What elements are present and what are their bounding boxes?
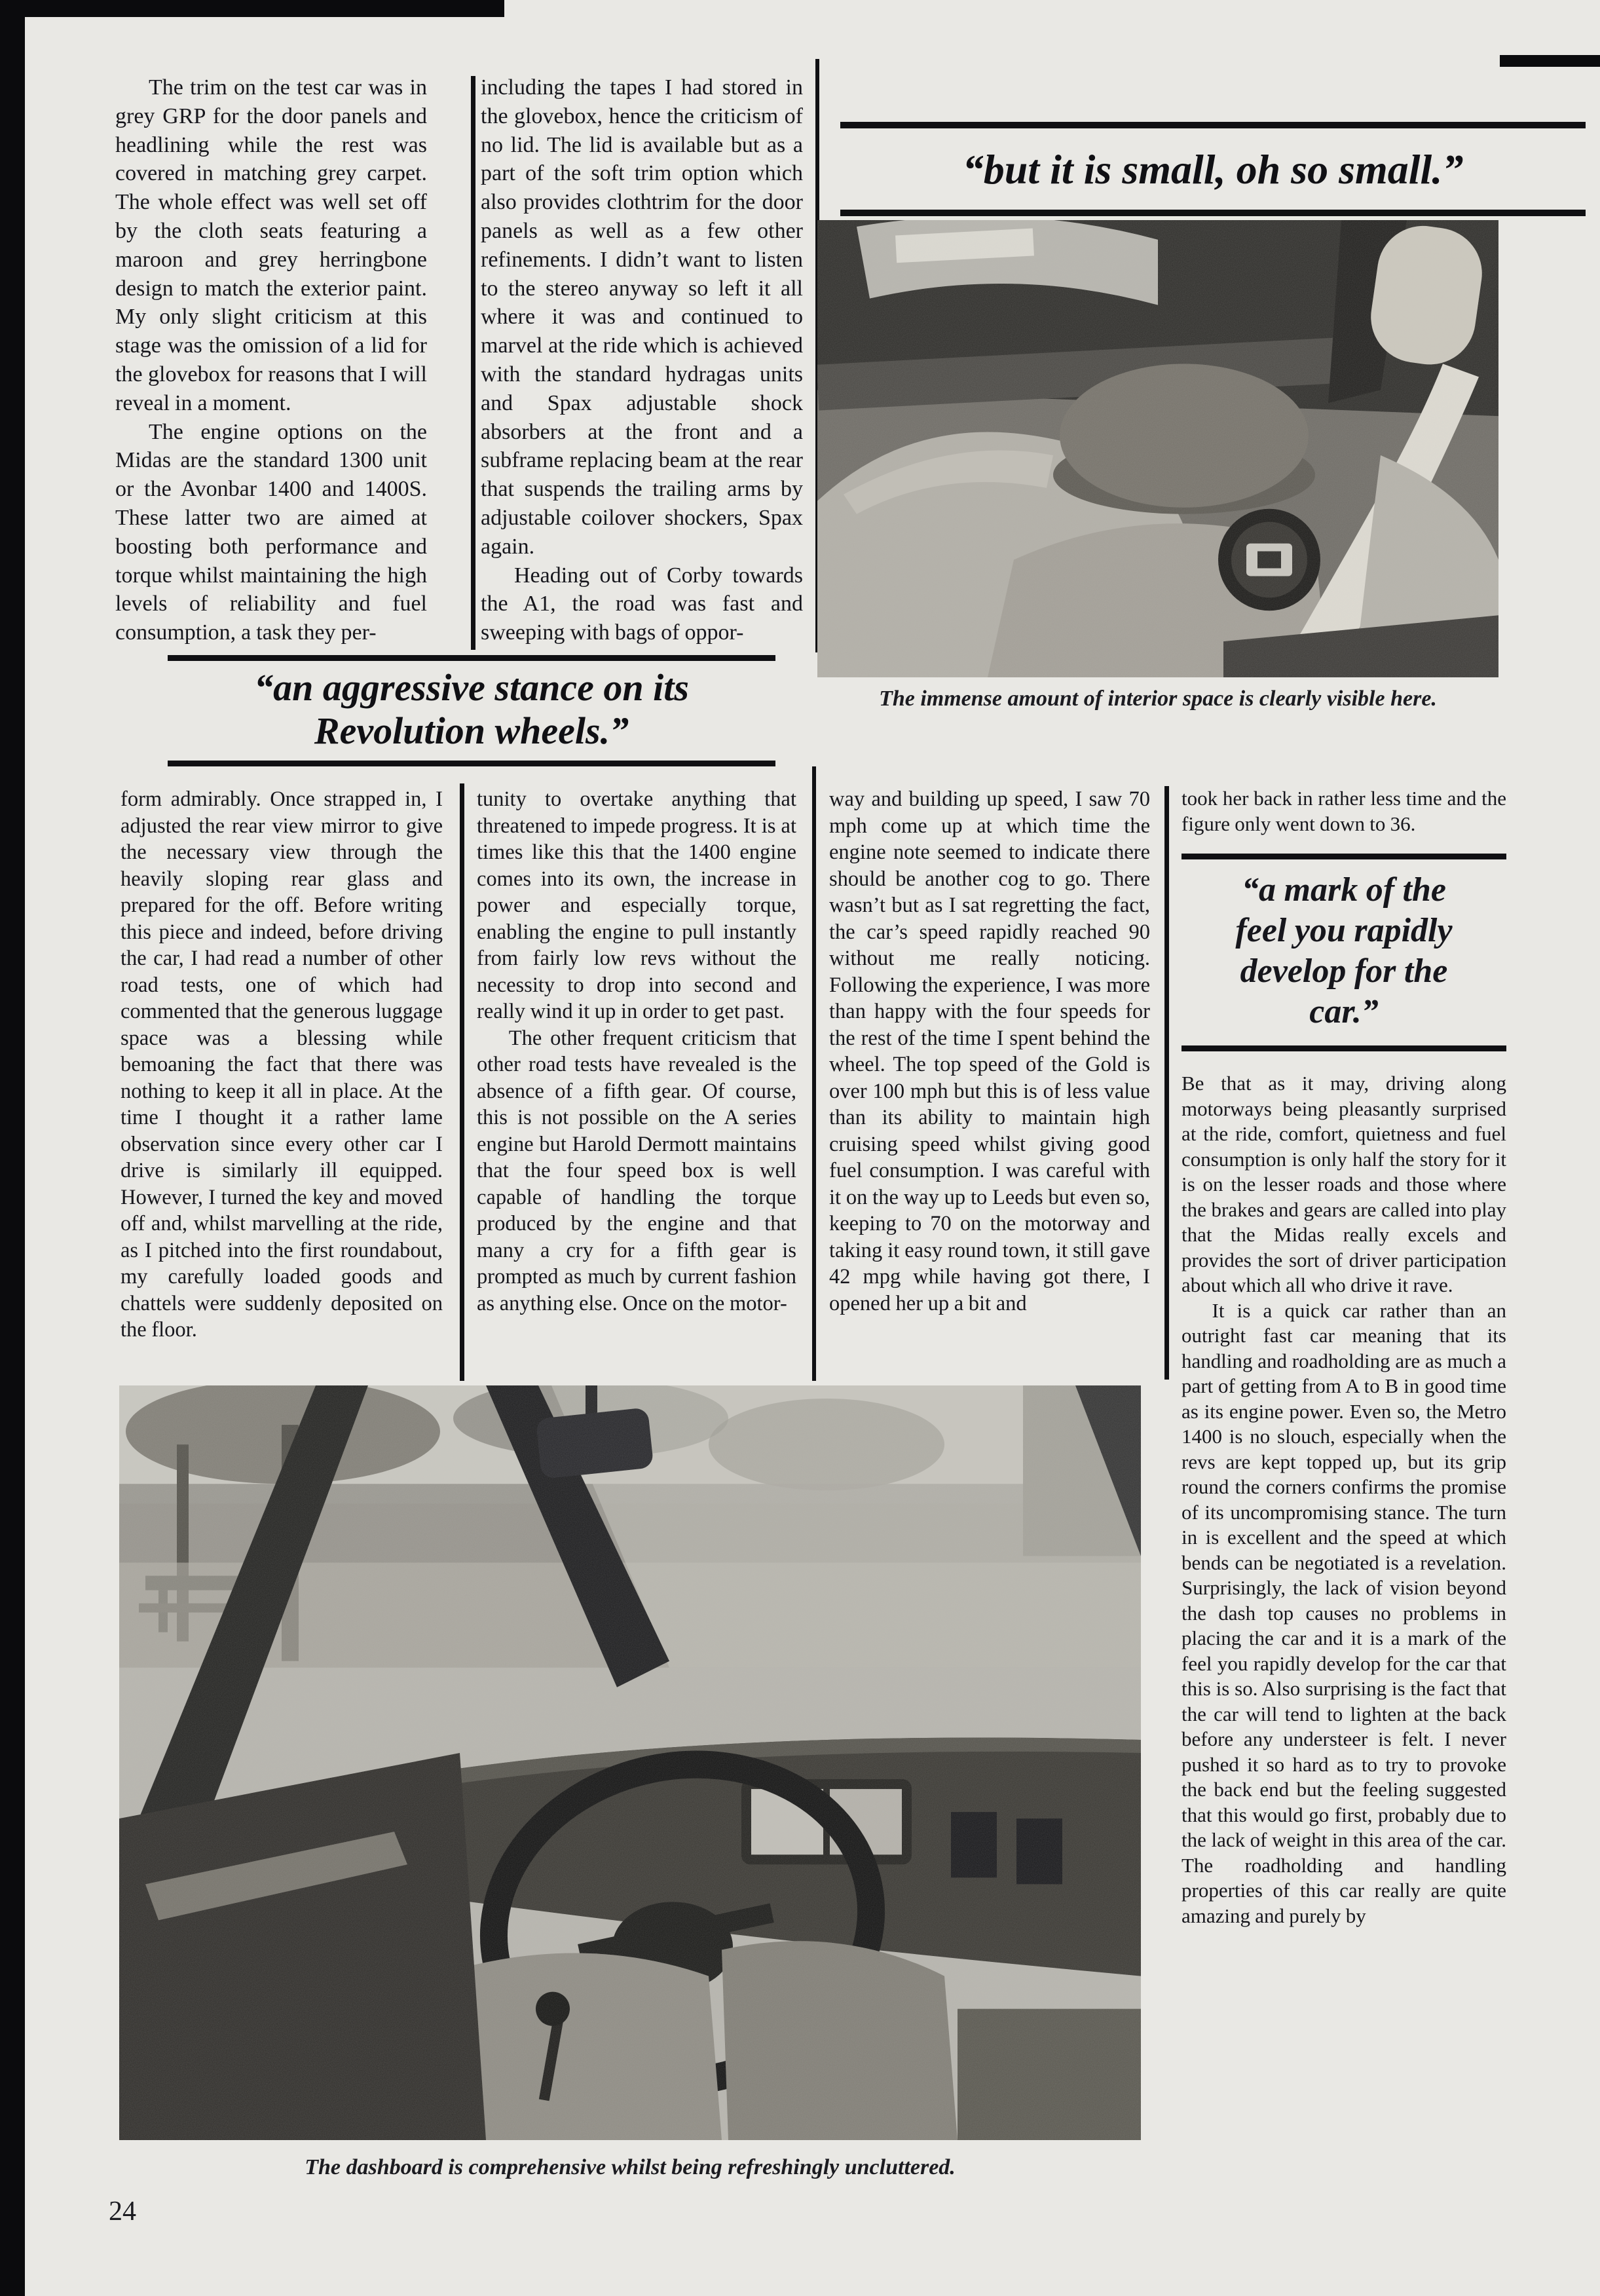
scan-edge-dash [1500,55,1600,67]
column-rule [812,766,816,1381]
body-paragraph: The other frequent criticism that other road tests have revealed is the absence of a fifth gear. Of course, this is not possible on the A series engine but Harold Dermott maintains that the four speed box is well capable of handling the torque produced by the engine and that many a cry for a fifth gear is prompted as much by current fashion as anything else. Once on the motor- [477,1026,796,1315]
body-paragraph: Heading out of Corby towards the A1, the road was fast and sweeping with bags of oppor- [481,563,803,645]
body-paragraph: way and building up speed, I saw 70 mph come up at which time the engine note seemed to indicate there should be another cog to go. There wasn’t but as I sat regretting the fact, the car’s speed rapidly reached 90 without me really noticing. Following the experience, I was more than happy with the four speeds for the rest of the time I spent behind the wheel. The top speed of the Gold is over 100 mph but this is of less value than its ability to maintain high cruising speed whilst giving good fuel consumption. I was careful with it on the way up to Leeds but even so, keeping to 70 on the motorway and taking it easy round town, it still gave 42 mpg while having got there, I opened her up a bit and [829,787,1150,1315]
pull-quote-stance [168,655,775,766]
dashboard-photo-image [119,1385,1141,2140]
column-mid-1 [121,786,443,1381]
column-top-left [115,73,427,658]
column-top-middle [481,73,803,658]
body-paragraph: It is a quick car rather than an outright fast car meaning that its handling and roadholding are as much a part of getting from A to B in good time as its engine power. Even so, the Metro 1400 is no slouch, especially when the revs are kept topped up, but its grip round the corners confirms the promise of its uncompromising stance. The turn in is excellent and the speed at which bends can be negotiated is a revelation. Surprisingly, the lack of vision beyond the dash top causes no problems in placing the car and it is a mark of the feel you rapidly develop for the car that this is so. Also surprising is the fact that the car will tend to lighten at the back before any understeer is felt. I never pushed it so hard as to try to provoke the back end but the feeling suggested that this would go first, probably due to the lack of weight in this area of the car. The roadholding and handling properties of this car really are quite amazing and purely by [1181,1298,1506,1927]
body-paragraph: took her back in rather less time and the figure only went down to 36. [1181,787,1506,835]
column-mid-3 [829,786,1150,1381]
pull-quote-line: “a mark of the [1242,871,1446,909]
interior-photo [817,220,1498,677]
column-right [1181,786,1506,2267]
body-paragraph: The trim on the test car was in grey GRP for the door panels and headlining while the rest was covered in matching grey carpet. The whole effect was well set off by the cloth seats featuring a maroon and grey herringbone design to match the exterior paint. My only slight criticism at this stage was the omission of a lid for the glovebox for reasons that I will reveal in a moment. [115,75,427,415]
column-rule [460,783,464,1381]
photo-caption: The immense amount of interior space is clearly visible here. [879,687,1437,711]
column-rule [471,76,475,650]
body-paragraph: including the tapes I had stored in the glovebox, hence the criticism of no lid. The lid is available but as a part of the soft trim option which also provides clothtrim for the door panels as well as a few other refinements. I didn’t want to listen to the stereo anyway so left it all where it was and continued to marvel at the ride which is achieved with the standard hydragas units and Spax adjustable shock absorbers at the front and a subframe replacing beam at the rear that suspends the trailing arms by adjustable coilover shockers, Spax again. [481,75,803,559]
body-paragraph: The engine options on the Midas are the standard 1300 unit or the Avonbar 1400 and 1400S. These latter two are aimed at boosting both performance and torque whilst maintaining the high levels of reliability and fuel consumption, a task they per- [115,419,427,645]
body-paragraph: Be that as it may, driving along motorways being pleasantly surprised at the ride, comfort, quietness and fuel consumption is only half the story for it is on the lesser roads and those where the brakes and gears are called into play that the Midas really excels and provides the sort of driver participation about which all who drive it rave. [1181,1072,1506,1296]
body-paragraph: form admirably. Once strapped in, I adjusted the rear view mirror to give the necessary view through the heavily sloping rear glass and prepared for the off. Before writing this piece and indeed, before driving the car, I had read a number of other road tests, one of which had commented that the generous luggage space was a blessing while bemoaning the fact that there was nothing to keep it all in place. At the time I thought it a rather lame observation since every other car I drive is similarly ill equipped. However, I turned the key and moved off and, whilst marvelling at the ride, as I pitched into the first roundabout, my carefully loaded goods and chattels were suddenly deposited on the floor. [121,787,443,1342]
dashboard-photo [119,1385,1141,2140]
page-number: 24 [109,2196,136,2227]
photo-caption: The dashboard is comprehensive whilst being refreshingly uncluttered. [305,2155,956,2179]
body-paragraph: tunity to overtake anything that threatened to impede progress. It is at times like this that the 1400 engine comes into its own, the increase in power and especially torque, enabling the engine to pull instantly from fairly low revs without the necessity to drop into second and really wind it up in order to get past. [477,787,796,1023]
pull-quote-small [840,122,1586,216]
column-rule [1164,786,1169,1380]
pull-quote-line: Revolution wheels.” [314,709,629,752]
pull-quote-line: feel you rapidly [1235,912,1453,949]
pull-quote-text: “but it is small, oh so small.” [962,146,1464,193]
column-mid-2 [477,786,796,1381]
pull-quote-line: “an aggressive stance on its [254,666,689,709]
pull-quote-feel [1181,854,1506,1051]
scan-edge-top [0,0,504,17]
scan-edge-left [0,0,25,2296]
pull-quote-line: car.” [1309,993,1379,1030]
pull-quote-line: develop for the [1240,952,1448,990]
interior-photo-image [817,220,1498,677]
